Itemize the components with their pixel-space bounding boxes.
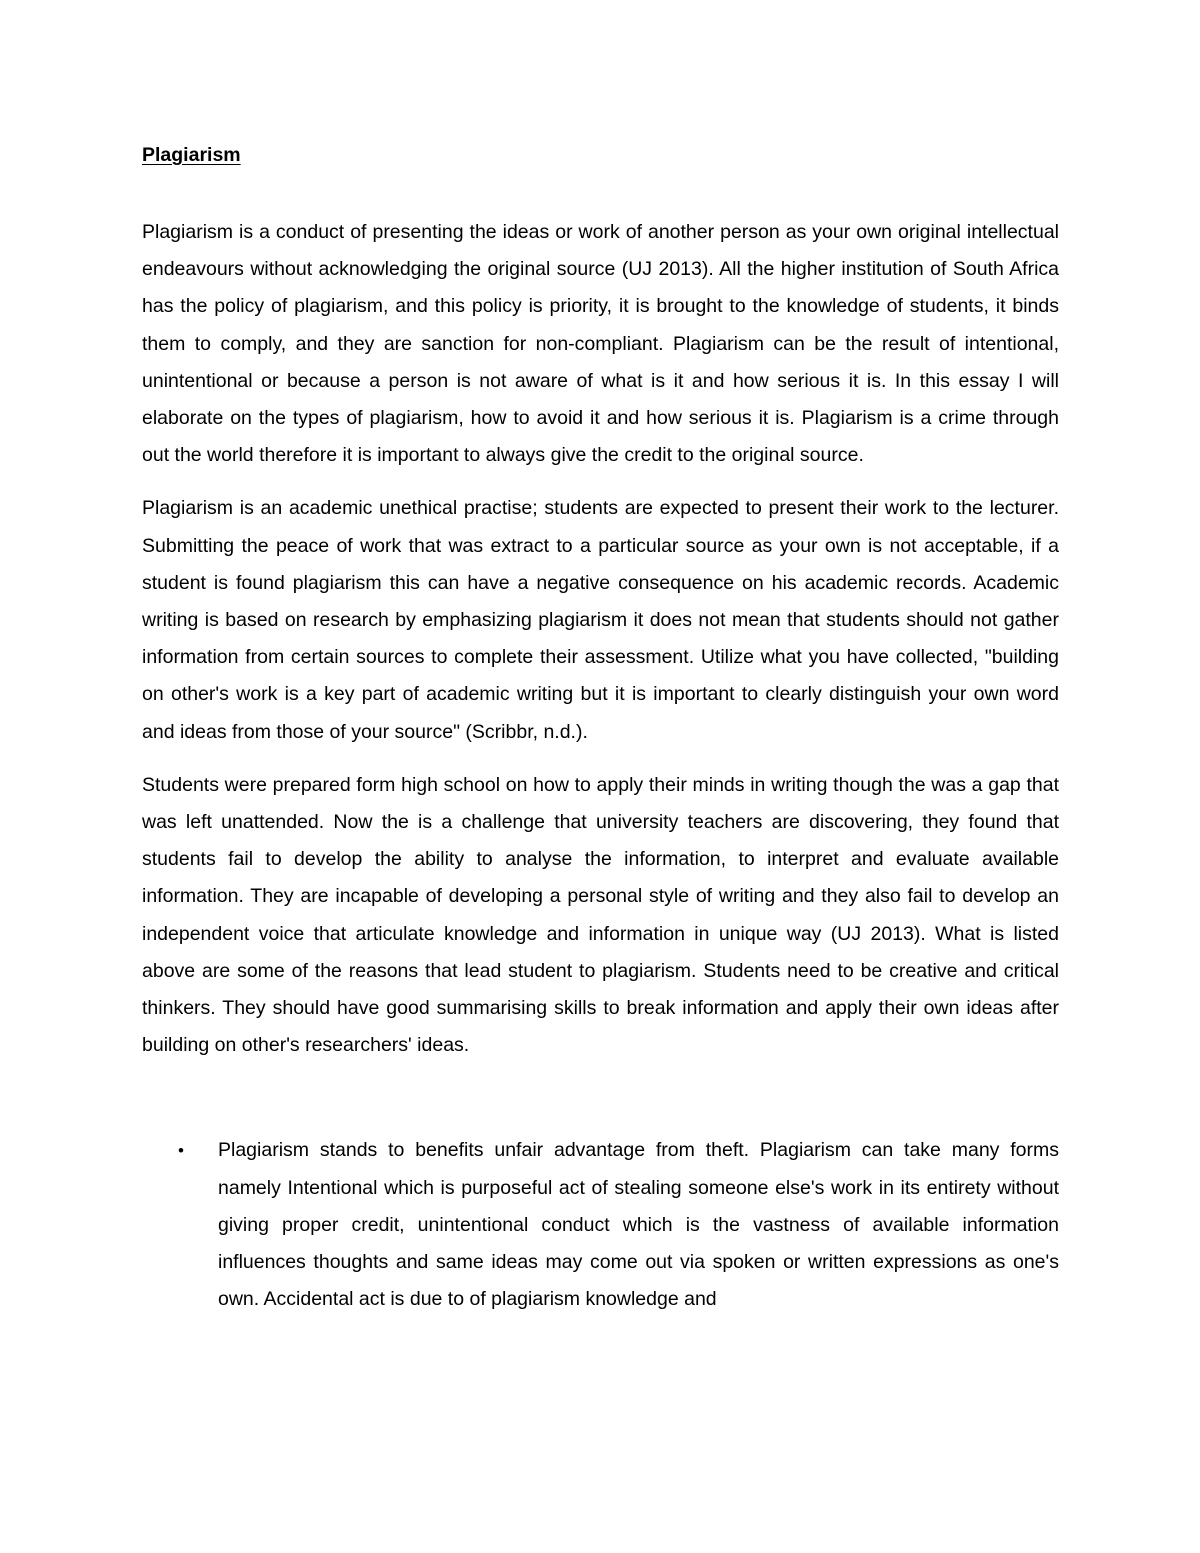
paragraph-academic-ethics: Plagiarism is an academic unethical practise; students are expected to present their work to the lecturer. Submitting the peace of work that was extract to a particular source as your own is not acceptable, if a student is found plagiarism this can have a negative consequence on his academic records. Academic writing is based on research by emphasizing plagiarism it does not mean that students should not gather information from certain sources to complete their assessment. Utilize what you have collected, "building on other's work is a key part of academic writing but it is important to clearly distinguish your own word and ideas from those of your source" (Scribbr, n.d.).: [142, 497, 1059, 743]
paragraph-introduction: Plagiarism is a conduct of presenting the ideas or work of another person as your own original intellectual endeavours without acknowledging the original source (UJ 2013). All the higher institution of South Africa has the policy of plagiarism, and this policy is priority, it is brought to the knowledge of students, it binds them to comply, and they are sanction for non-compliant. Plagiarism can be the result of intentional, unintentional or because a person is not aware of what is it and how serious it is. In this essay I will elaborate on the types of plagiarism, how to avoid it and how serious it is. Plagiarism is a crime through out the world therefore it is important to always give the credit to the original source.: [142, 221, 1059, 467]
document-title: Plagiarism: [142, 144, 241, 166]
document-body: [142, 140, 1059, 1318]
bullet-list: [142, 1132, 1059, 1318]
list-item: [142, 1132, 1059, 1318]
paragraph-student-preparation: Students were prepared form high school on how to apply their minds in writing though the was a gap that was left unattended. Now the is a challenge that university teachers are discovering, they found that students fail to develop the ability to analyse the information, to interpret and evaluate available information. They are incapable of developing a personal style of writing and they also fail to develop an independent voice that articulate knowledge and information in unique way (UJ 2013). What is listed above are some of the reasons that lead student to plagiarism. Students need to be creative and critical thinkers. They should have good summarising skills to break information and apply their own ideas after building on other's researchers' ideas.: [142, 773, 1059, 1057]
spacer: [142, 1080, 1059, 1132]
bullet-text: Plagiarism stands to benefits unfair advantage from theft. Plagiarism can take many forms namely Intentional which is purposeful act of stealing someone else's work in its entirety without giving proper credit, unintentional conduct which is the vastness of available information influences thoughts and same ideas may come out via spoken or written expressions as one's own. Accidental act is due to of plagiarism knowledge and: [218, 1139, 1059, 1311]
bullet-icon: •: [178, 1141, 184, 1161]
